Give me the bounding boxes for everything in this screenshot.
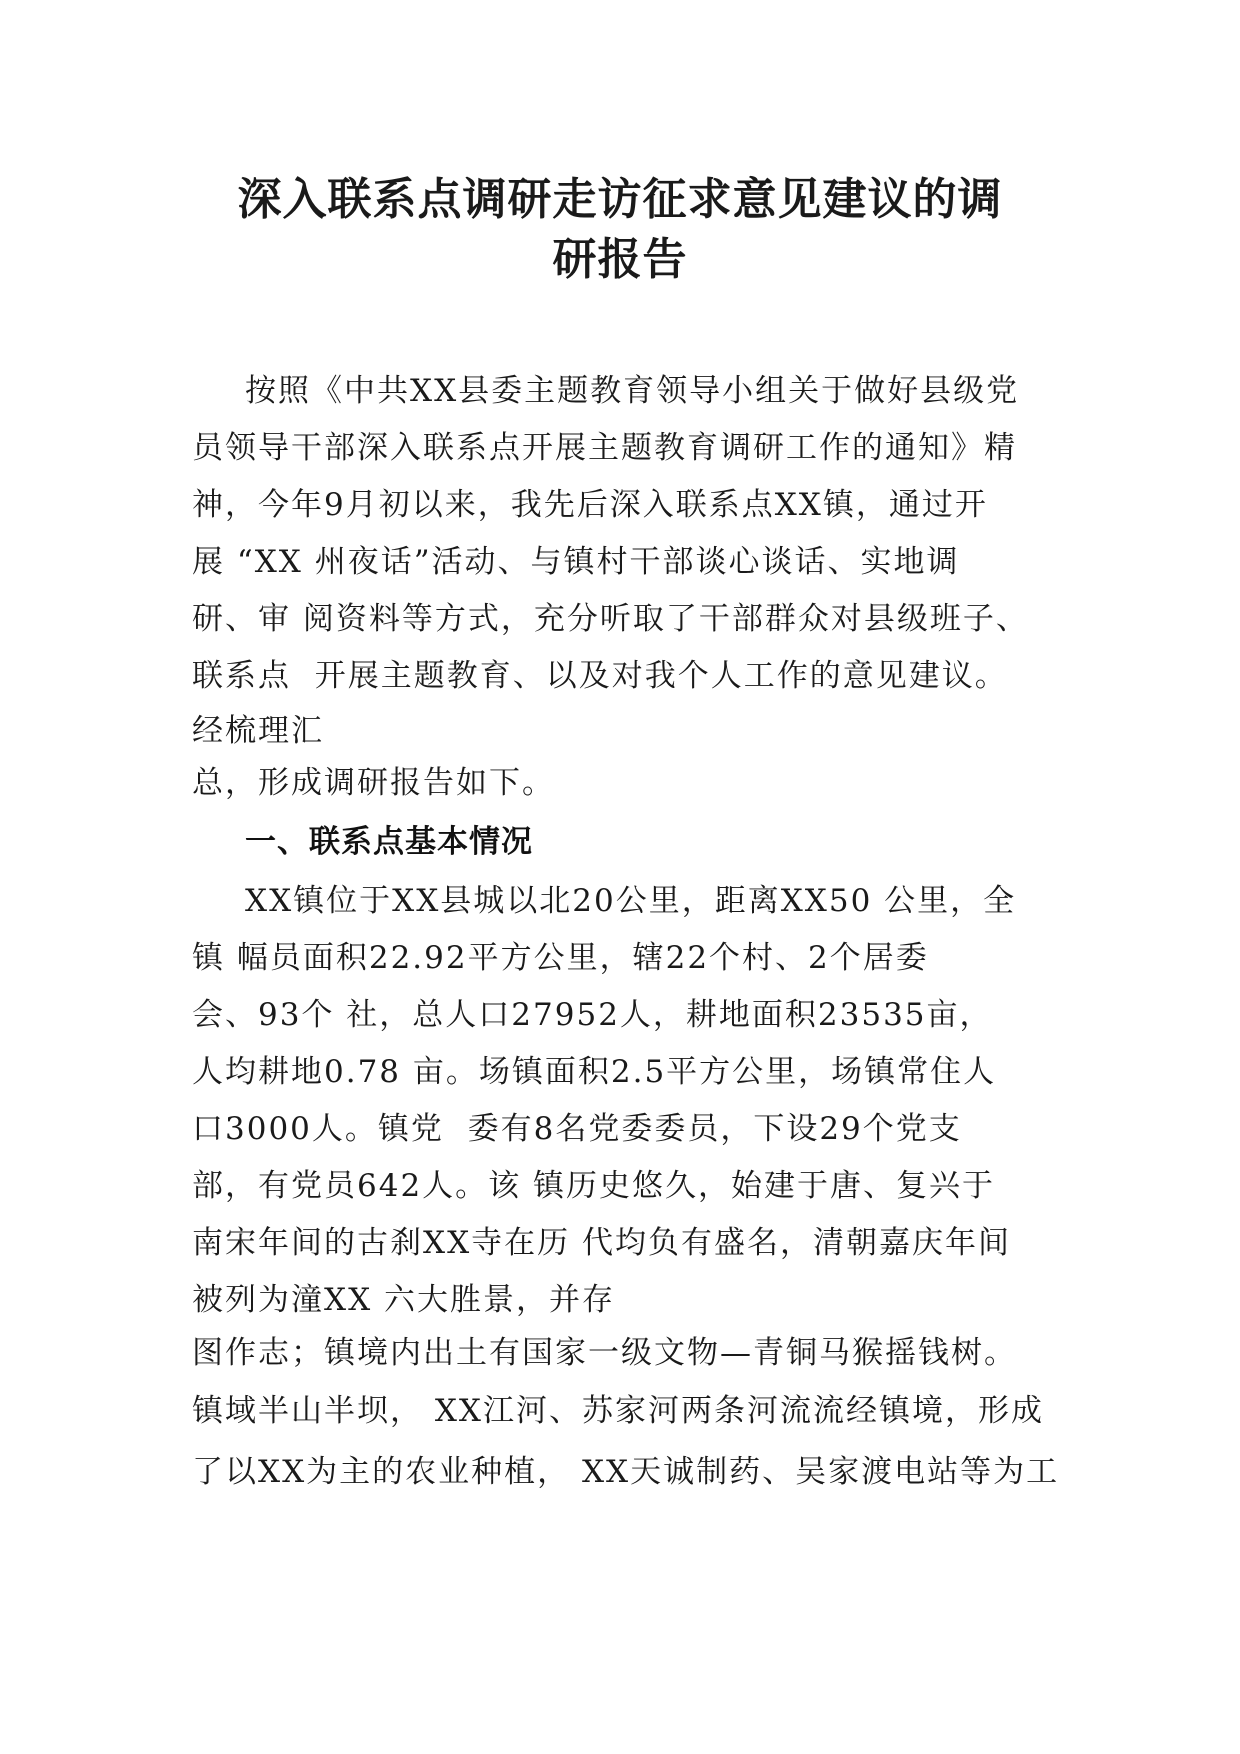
section-heading-1: 一、联系点基本情况 (245, 824, 533, 860)
basic-info-line-4: 人均耕地0.78 亩。场镇面积2.5平方公里，场镇常住人 (192, 1054, 997, 1090)
intro-line-7: 经梳理汇 (192, 713, 324, 749)
basic-info-line-9: 图作志；镇境内出土有国家一级文物—青铜马猴摇钱树。 (192, 1335, 1017, 1371)
document-title-line-2: 研报告 (552, 234, 688, 285)
basic-info-line-10: 镇域半山半坝， XX江河、苏家河两条河流流经镇境，形成 (192, 1393, 1044, 1429)
basic-info-line-8: 被列为潼XX 六大胜景，并存 (192, 1282, 615, 1318)
intro-line-3: 神，今年9月初以来，我先后深入联系点XX镇，通过开 (192, 487, 988, 523)
document-title-line-1: 深入联系点调研走访征求意见建议的调 (237, 174, 1003, 225)
basic-info-line-6: 部，有党员642人。该 镇历史悠久，始建于唐、复兴于 (192, 1168, 996, 1204)
basic-info-line-2: 镇 幅员面积22.92平方公里，辖22个村、2个居委 (192, 940, 929, 976)
intro-line-6: 联系点 开展主题教育、以及对我个人工作的意见建议。 (192, 658, 1008, 694)
basic-info-line-1: XX镇位于XX县城以北20公里，距离XX50 公里，全 (245, 883, 1017, 919)
basic-info-line-3: 会、93个 社，总人口27952人，耕地面积23535亩， (192, 997, 993, 1033)
intro-line-4: 展 “XX 州夜话”活动、与镇村干部谈心谈话、实地调 (192, 544, 960, 580)
intro-line-2: 员领导干部深入联系点开展主题教育调研工作的通知》精 (192, 430, 1017, 466)
intro-line-8: 总，形成调研报告如下。 (192, 765, 555, 801)
basic-info-line-5: 口3000人。镇党 委有8名党委委员，下设29个党支 (192, 1111, 962, 1147)
intro-line-5: 研、审 阅资料等方式，充分听取了干部群众对县级班子、 (192, 601, 1029, 637)
basic-info-line-11: 了以XX为主的农业种植， XX天诚制药、吴家渡电站等为工 (192, 1454, 1060, 1490)
intro-line-1: 按照《中共XX县委主题教育领导小组关于做好县级党 (245, 373, 1020, 409)
basic-info-line-7: 南宋年间的古刹XX寺在历 代均负有盛名，清朝嘉庆年间 (192, 1225, 1011, 1261)
